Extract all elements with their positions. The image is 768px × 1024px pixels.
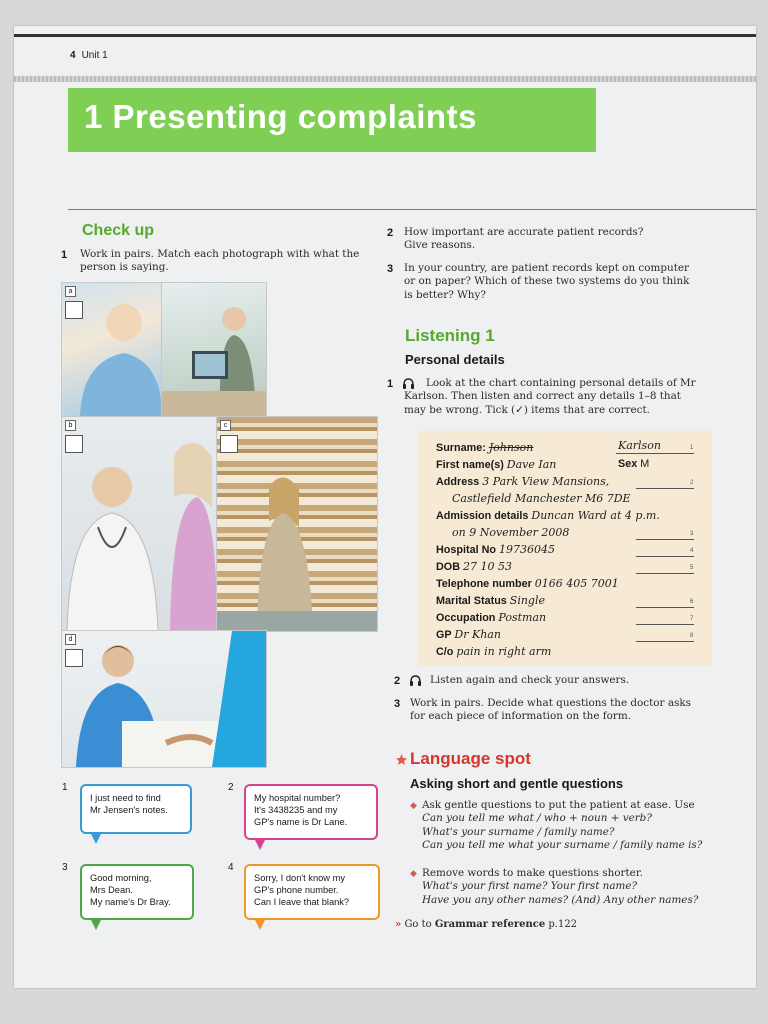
- form-value: pain in right arm: [456, 645, 552, 658]
- language-spot-bullet-2: [422, 867, 698, 907]
- bubble-number: 2: [228, 782, 234, 793]
- photo-b: [61, 416, 218, 632]
- grammar-reference-link[interactable]: [395, 919, 577, 930]
- form-value: Postman: [498, 611, 547, 624]
- language-spot-subheading: Asking short and gentle questions: [410, 776, 624, 791]
- answer-line: [636, 607, 694, 608]
- header-band: [14, 76, 756, 82]
- text-line: Work in pairs. Decide what questions the doctor asks: [410, 697, 691, 709]
- language-spot-heading: Language spot: [410, 749, 531, 768]
- example-line: Can you tell me what / who + noun + verb?: [422, 812, 652, 825]
- speech-bubble-2: [244, 784, 378, 840]
- form-value: Duncan Ward at 4 p.m.: [531, 509, 660, 522]
- bubble-line: Mrs Dean.: [90, 885, 133, 895]
- form-row-occupation: [436, 611, 546, 624]
- photo-label: b: [65, 420, 76, 431]
- speech-bubble-1: [80, 784, 192, 834]
- form-value: Single: [509, 594, 546, 607]
- speech-bubble-3: [80, 864, 194, 920]
- text-line: How important are accurate patient records?: [404, 226, 644, 238]
- bullet-icon: ◆: [410, 868, 417, 878]
- form-label: Surname:: [436, 442, 486, 454]
- text-line: Look at the chart containing personal details of Mr: [426, 377, 696, 389]
- bubble-number: 4: [228, 862, 234, 873]
- computer-desk-illustration: [162, 283, 266, 417]
- bubble-line: My name's Dr Bray.: [90, 897, 171, 907]
- top-border: [14, 34, 756, 37]
- photo-label: d: [65, 634, 76, 645]
- item-index: 3: [690, 531, 694, 537]
- speech-bubble-4: [244, 864, 380, 920]
- records-room-illustration: [217, 417, 377, 631]
- listening-q3: [410, 697, 691, 724]
- item-index: 2: [690, 480, 694, 486]
- bubble-line: I just need to find: [90, 793, 161, 803]
- bubble-line: Sorry, I don't know my: [254, 873, 345, 883]
- photo-label: c: [220, 420, 231, 431]
- form-row-first-name: [436, 458, 556, 471]
- bubble-number: 3: [62, 862, 68, 873]
- page-title: 1 Presenting complaints: [84, 98, 477, 135]
- photo-a: [61, 282, 163, 418]
- check-up-q1: [80, 248, 359, 275]
- patient-details-form: [418, 431, 712, 666]
- text-line: person is saying.: [80, 261, 169, 274]
- form-value: 3 Park View Mansions,: [482, 475, 610, 488]
- form-label: Admission details: [436, 510, 529, 522]
- form-row-gp: [436, 628, 501, 641]
- form-label: First name(s): [436, 459, 504, 471]
- reception-illustration: [62, 631, 266, 767]
- form-label: Hospital No: [436, 544, 496, 556]
- bubble-line: Can I leave that blank?: [254, 897, 350, 907]
- bubble-line: Good morning,: [90, 873, 152, 883]
- section-divider: [68, 209, 756, 210]
- gref-page: p.122: [548, 919, 578, 930]
- listening-q1: [404, 377, 696, 417]
- question-number: 3: [387, 263, 394, 275]
- bubble-line: GP's name is Dr Lane.: [254, 817, 348, 827]
- example-line: What's your surname / family name?: [422, 825, 615, 838]
- language-spot-bullet-1: [422, 799, 702, 853]
- form-row-surname: [436, 441, 533, 454]
- text-line: may be wrong. Tick (✓) items that are correct.: [404, 403, 650, 416]
- answer-line: [636, 488, 694, 489]
- question-number: 1: [387, 378, 394, 390]
- double-arrow-icon: »: [395, 919, 402, 930]
- form-row-co: [436, 645, 551, 658]
- doctor-patient-illustration: [62, 417, 217, 631]
- page-number: 4: [70, 50, 76, 61]
- question-number: 3: [394, 698, 401, 710]
- photo-c: [216, 416, 378, 632]
- form-label: Marital Status: [436, 595, 507, 607]
- gref-title: Grammar reference: [434, 919, 546, 930]
- form-value: 0166 405 7001: [534, 577, 619, 590]
- text-line: Remove words to make questions shorter.: [422, 867, 643, 879]
- question-number: 2: [387, 227, 394, 239]
- answer-line: [636, 539, 694, 540]
- form-row-marital: [436, 594, 545, 607]
- photo-label: a: [65, 286, 76, 297]
- form-value: Castlefield Manchester M6 7DE: [452, 492, 631, 505]
- nurse-illustration: [62, 283, 162, 417]
- bubble-line: It's 3438235 and my: [254, 805, 338, 815]
- text-line: Ask gentle questions to put the patient at ease. Use: [422, 799, 695, 811]
- form-value: Dr Khan: [454, 628, 501, 641]
- listening-subheading: Personal details: [405, 352, 505, 367]
- form-label: DOB: [436, 561, 460, 573]
- example-line: Have you any other names? (And) Any other names?: [422, 893, 699, 906]
- check-up-heading: Check up: [82, 222, 155, 239]
- form-label: C/o: [436, 646, 454, 658]
- form-label: Address: [436, 476, 480, 488]
- question-number: 2: [394, 675, 401, 687]
- form-value: 19736045: [498, 543, 555, 556]
- answer-line: [636, 641, 694, 642]
- title-bar: [68, 88, 596, 152]
- form-value: M: [640, 458, 650, 470]
- unit-label: Unit 1: [81, 50, 108, 61]
- form-row-admission-2: [452, 526, 569, 539]
- item-index: 1: [690, 445, 694, 451]
- form-label: Sex: [618, 458, 638, 470]
- headphones-icon[interactable]: [409, 674, 422, 687]
- form-row-address: [436, 475, 609, 488]
- form-label: Telephone number: [436, 578, 532, 590]
- item-index: 8: [690, 633, 694, 639]
- listening-heading: Listening 1: [405, 326, 495, 345]
- question-number: 1: [61, 249, 68, 261]
- form-value: on 9 November 2008: [452, 526, 570, 539]
- answer-line: [616, 453, 694, 454]
- form-row-telephone: [436, 577, 619, 590]
- text-line: Karlson. Then listen and correct any details 1–8 that: [404, 390, 681, 403]
- text-line: Work in pairs. Match each photograph with what the: [80, 248, 360, 260]
- item-index: 4: [690, 548, 694, 554]
- check-up-q2: [404, 226, 643, 253]
- form-row-dob: [436, 560, 512, 573]
- item-index: 6: [690, 599, 694, 605]
- bubble-line: Mr Jensen's notes.: [90, 805, 168, 815]
- item-index: 7: [690, 616, 694, 622]
- bubble-line: My hospital number?: [254, 793, 341, 803]
- answer-line: [636, 624, 694, 625]
- example-line: Can you tell me what your surname / family name is?: [422, 839, 703, 852]
- gref-prefix: Go to: [404, 919, 432, 930]
- form-row-sex: [618, 458, 649, 470]
- form-row-hospital-no: [436, 543, 555, 556]
- star-icon: [396, 754, 407, 765]
- text-line: Give reasons.: [404, 239, 476, 252]
- page-header: [70, 50, 108, 61]
- photo-a-right: [161, 282, 267, 418]
- check-up-q3: [404, 262, 689, 302]
- text-line: In your country, are patient records kept on computer: [404, 262, 689, 274]
- listening-q2: Listen again and check your answers.: [430, 674, 630, 686]
- bullet-icon: ◆: [410, 800, 417, 810]
- example-line: What's your first name? Your first name?: [422, 880, 638, 893]
- form-value: Dave Ian: [506, 458, 557, 471]
- answer-line: [636, 556, 694, 557]
- text-line: for each piece of information on the form.: [410, 710, 632, 723]
- surname-correction[interactable]: Karlson: [618, 439, 661, 452]
- bubble-line: GP's phone number.: [254, 885, 339, 895]
- answer-line: [636, 573, 694, 574]
- form-value: 27 10 53: [463, 560, 512, 573]
- form-label: Occupation: [436, 612, 496, 624]
- text-line: is better? Why?: [404, 288, 486, 301]
- form-value: Johnson: [488, 441, 534, 454]
- text-line: or on paper? Which of these two systems do you think: [404, 275, 690, 288]
- bubble-number: 1: [62, 782, 68, 793]
- form-row-address-2: [452, 492, 631, 505]
- item-index: 5: [690, 565, 694, 571]
- photo-d: [61, 630, 267, 768]
- form-row-admission: [436, 509, 660, 522]
- form-label: GP: [436, 629, 452, 641]
- textbook-page: [14, 26, 756, 988]
